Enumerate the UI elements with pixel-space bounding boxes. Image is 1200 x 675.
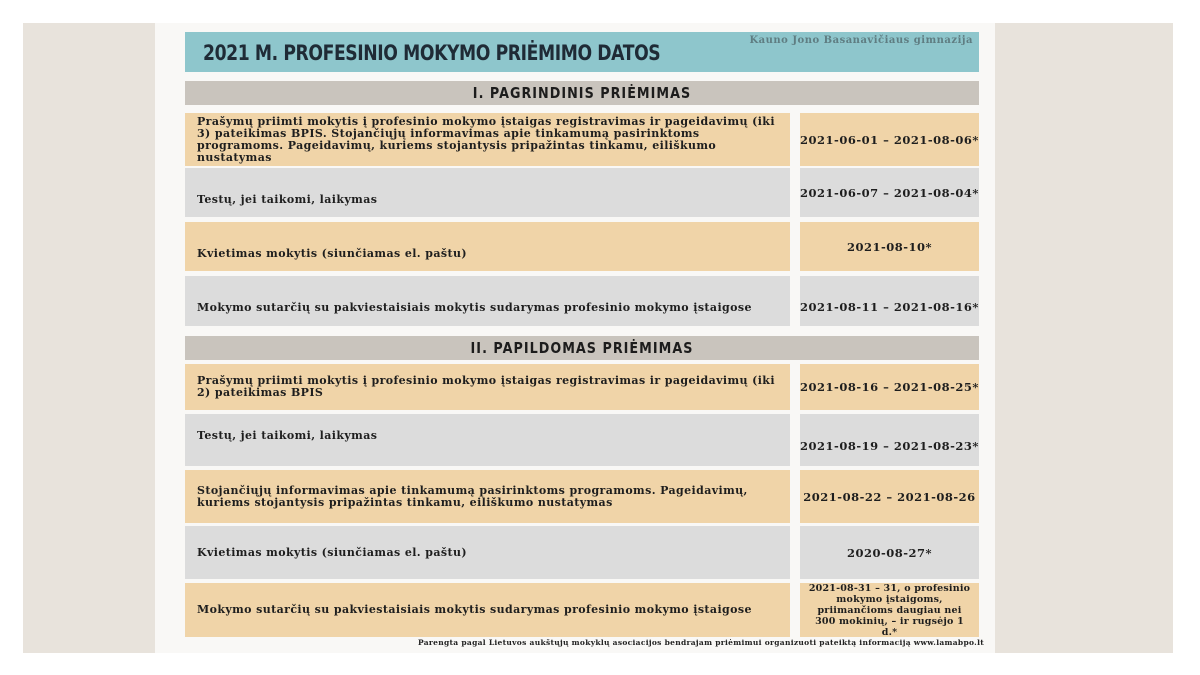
page-title: 2021 M. PROFESINIO MOKYMO PRIĖMIMO DATOS	[203, 41, 661, 65]
description-text: Prašymų priimti mokytis į profesinio mokymo įstaigas registravimas ir pageidavimų (iki 2) pateikimas BPIS	[197, 374, 775, 399]
table-row-date	[800, 470, 979, 523]
section-heading-main	[185, 81, 979, 105]
description-text: Testų, jei taikomi, laikymas	[197, 429, 378, 442]
table-row-description	[185, 113, 790, 166]
date-text: 2021-08-16 – 2021-08-25*	[800, 380, 979, 394]
date-text: 2021-08-19 – 2021-08-23*	[800, 439, 979, 453]
table-row-date	[800, 168, 979, 217]
date-text: 2021-08-31 – 31, o profesinio mokymo įstaigoms, priimančioms daugiau nei 300 mokinių, – ir rugsėjo 1 d.*	[808, 582, 971, 638]
table-row-description	[185, 276, 790, 326]
footer-source-note: Parengta pagal Lietuvos aukštųjų mokyklų asociacijos bendrajam priėmimui organizuoti pateiktą informaciją www.lamabpo.lt	[418, 638, 984, 647]
section-heading-text: I. PAGRINDINIS PRIĖMIMAS	[472, 84, 692, 102]
description-text: Mokymo sutarčių su pakviestaisiais mokytis sudarymas profesinio mokymo įstaigose	[197, 603, 752, 616]
section-heading-additional	[185, 336, 979, 360]
table-row-date	[800, 583, 979, 637]
table-row-date	[800, 113, 979, 166]
table-row-date	[800, 414, 979, 466]
table-row-date	[800, 364, 979, 410]
description-text: Stojančiųjų informavimas apie tinkamumą pasirinktoms programoms. Pageidavimų, kuriems stojantysis pripažintas tinkamu, eiliškumo nustatymas	[197, 483, 748, 509]
table-row-date	[800, 276, 979, 326]
table-row-description	[185, 414, 790, 466]
table-row-date	[800, 526, 979, 579]
description-text: Testų, jei taikomi, laikymas	[197, 193, 378, 206]
date-text: 2021-08-11 – 2021-08-16*	[800, 300, 979, 314]
table-row-description	[185, 583, 790, 637]
table-row-description	[185, 470, 790, 523]
section-heading-text: II. PAPILDOMAS PRIĖMIMAS	[470, 339, 694, 357]
school-name: Kauno Jono Basanavičiaus gimnazija	[749, 35, 973, 46]
date-text: 2020-08-27*	[846, 545, 933, 560]
table-row-description	[185, 168, 790, 217]
table-row-description	[185, 526, 790, 579]
date-text: 2021-06-01 – 2021-08-06*	[800, 132, 979, 147]
title-bar	[185, 32, 979, 72]
date-text: 2021-08-10*	[846, 240, 933, 254]
description-text: Mokymo sutarčių su pakviestaisiais mokytis sudarymas profesinio mokymo įstaigose	[197, 301, 752, 314]
table-row-description	[185, 222, 790, 271]
date-text: 2021-06-07 – 2021-08-04*	[800, 186, 979, 200]
description-text: Kvietimas mokytis (siunčiamas el. paštu)	[197, 247, 467, 260]
description-text: Kvietimas mokytis (siunčiamas el. paštu)	[197, 545, 467, 559]
description-text: Prašymų priimti mokytis į profesinio mokymo įstaigas registravimas ir pageidavimų (iki 3) pateikimas BPIS. Stojančiųjų informavimas apie tinkamumą pasirinktoms programoms. Pageidavimų, kuriems stojantysis pripažintas tinkamu, eiliškumo nustatymas	[197, 114, 775, 164]
date-text: 2021-08-22 – 2021-08-26	[803, 489, 976, 504]
table-row-date	[800, 222, 979, 271]
table-row-description	[185, 364, 790, 410]
